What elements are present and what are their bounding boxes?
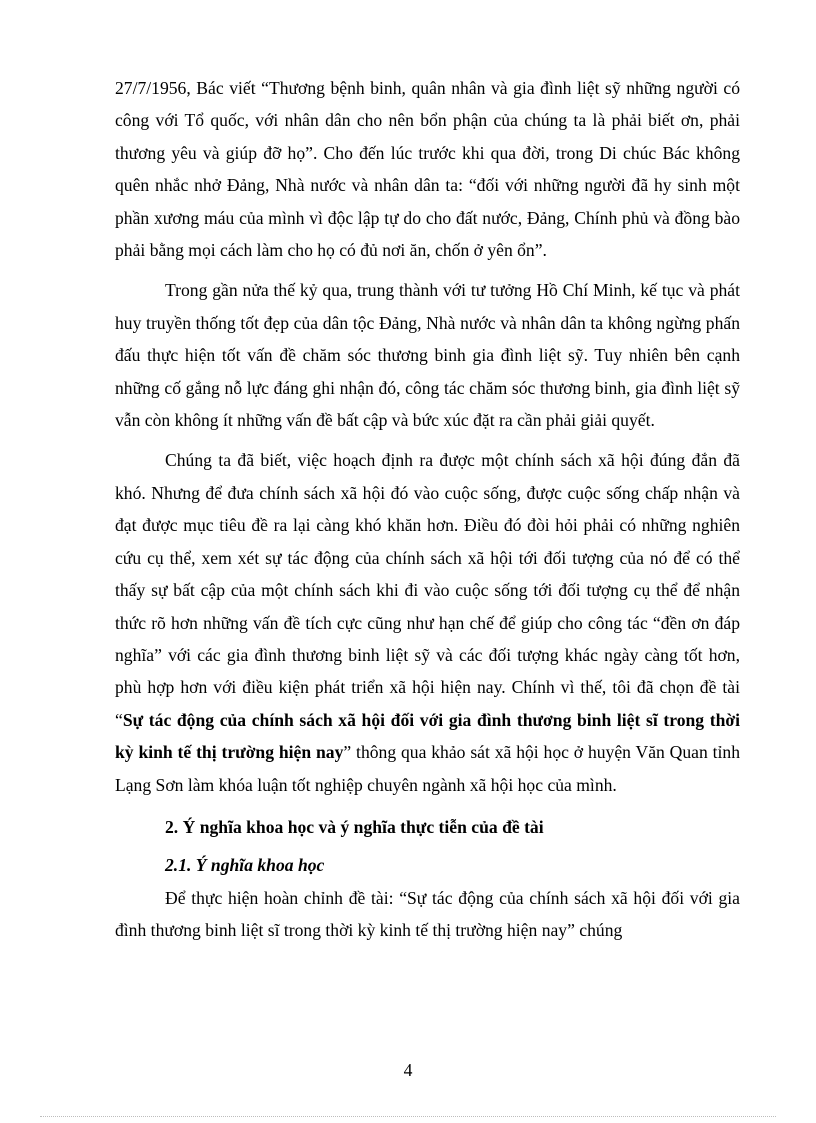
thesis-title: Sự tác động của chính sách xã hội đối với gia đình thương binh liệt sĩ trong thời kỳ kinh tế thị trường hiện nay <box>115 709 740 763</box>
paragraph-scientific-meaning: Để thực hiện hoàn chỉnh đề tài: “Sự tác động của chính sách xã hội đối với gia đình thương binh liệt sĩ trong thời kỳ kinh tế thị trường hiện nay” chúng <box>115 887 740 941</box>
section-heading: 2. Ý nghĩa khoa học và ý nghĩa thực tiễn của đề tài <box>165 816 544 837</box>
paragraph-half-century: Trong gần nửa thế kỷ qua, trung thành với tư tưởng Hồ Chí Minh, kế tục và phát huy truyền thống tốt đẹp của dân tộc Đảng, Nhà nước và nhân dân ta không ngừng phấn đấu thực hiện tốt vấn đề chăm sóc thương binh gia đình liệt sỹ. Tuy nhiên bên cạnh những cố gắng nỗ lực đáng ghi nhận đó, công tác chăm sóc thương binh, gia đình liệt sỹ vẫn còn không ít những vấn đề bất cập và bức xúc đặt ra cần phải giải quyết. <box>115 280 740 431</box>
paragraph-testament: 27/7/1956, Bác viết “Thương bệnh binh, quân nhân và gia đình liệt sỹ những người có công với Tổ quốc, với nhân dân cho nên bổn phận của chúng ta là phải biết ơn, phải thương yêu và giúp đỡ họ”. Cho đến lúc trước khi qua đời, trong Di chúc Bác không quên nhắc nhở Đảng, Nhà nước và nhân dân ta: “đối với những người đã hy sinh một phần xương máu của mình vì độc lập tự do cho đất nước, Đảng, Chính phủ và đồng bào phải bằng mọi cách làm cho họ có đủ nơi ăn, chốn ở yên ổn”. <box>115 78 740 261</box>
page-number: 4 <box>403 1060 413 1080</box>
rationale-text: Chúng ta đã biết, việc hoạch định ra được một chính sách xã hội đúng đắn đã khó. Nhưng để đưa chính sách xã hội đó vào cuộc sống, được cuộc sống chấp nhận và đạt được mục tiêu đề ra lại càng khó khăn hơn. Điều đó đòi hỏi phải có những nghiên cứu cụ thể, xem xét sự tác động của chính sách xã hội tới đối tượng của nó để có thể thấy sự bất cập của một chính sách khi đi vào cuộc sống tới đối tượng cụ thể để nhận thức rõ hơn những vấn đề tích cực cũng như hạn chế để giúp cho công tác “đền ơn đáp nghĩa” với các gia đình thương binh liệt sỹ và các đối tượng khác ngày càng tốt hơn, phù hợp hơn với điều kiện phát triển xã hội hiện nay. Chính vì thế, tôi đã chọn đề tài “ <box>115 450 740 730</box>
footer-divider <box>40 1116 776 1117</box>
document-page <box>115 72 740 947</box>
rationale-text-end: ” thông qua khảo sát xã hội học ở huyện Văn Quan tỉnh Lạng Sơn làm khóa luận tốt nghiệp chuyên ngành xã hội học của mình. <box>115 742 741 795</box>
subsection-heading: 2.1. Ý nghĩa khoa học <box>165 855 325 876</box>
paragraph-topic-rationale <box>115 444 740 800</box>
